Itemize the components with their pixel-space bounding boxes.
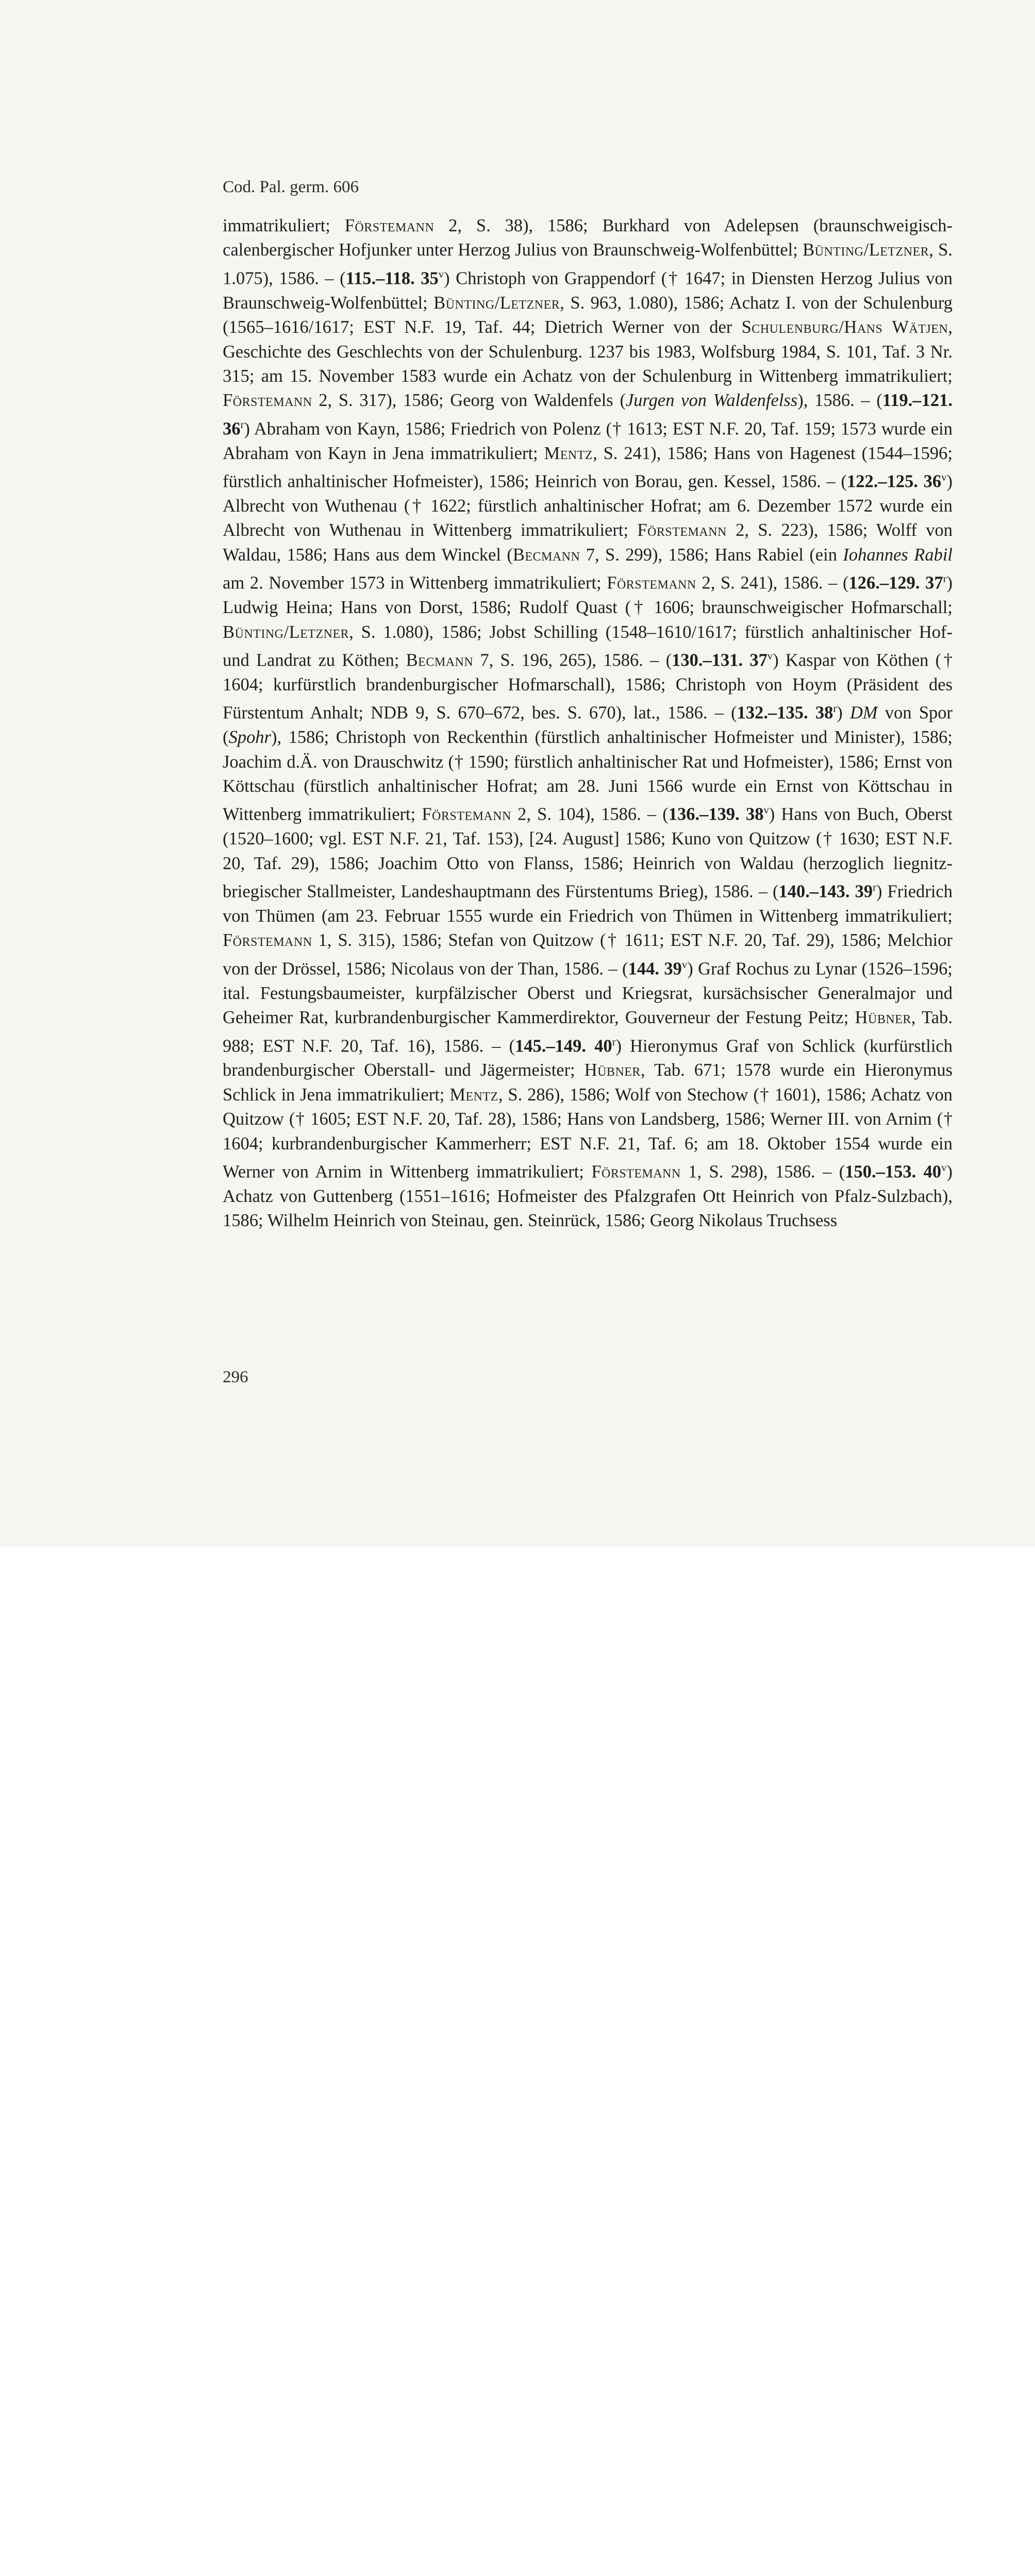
- text-run: , S. 963, 1.080), 1586; Achatz I. von der Schulenburg (1565–1616/1617; EST N.F. 19, Taf. 44; Dietrich Werner von der: [223, 293, 953, 337]
- entry-number: 126.–129. 37: [848, 573, 943, 593]
- entry-number: 115.–118. 35: [345, 268, 439, 289]
- text-run: ) Kaspar von Köthen († 1604; kurfürstlich brandenburgischer Hofmarschall), 1586; Christoph von Hoym (Präsident des Fürstentum Anhalt; NDB 9, S. 670–672, bes. S. 670), lat., 1586. – (: [223, 650, 953, 723]
- citation-author: Hübner: [584, 1060, 641, 1080]
- folio-side: v: [941, 472, 947, 484]
- citation-author: Förstemann: [344, 216, 435, 235]
- text-run: ) Friedrich von Thümen (am 23. Februar 1555 wurde ein Friedrich von Thümen in Wittenberg immatrikuliert;: [223, 882, 953, 926]
- italic-text: DM: [849, 703, 878, 723]
- folio-side: v: [438, 268, 444, 280]
- citation-author: Förstemann: [607, 573, 696, 593]
- text-run: 2, S. 104), 1586. – (: [511, 804, 669, 824]
- entry-number: 140.–143. 39: [778, 882, 873, 902]
- citation-author: Mentz: [449, 1084, 498, 1105]
- text-run: ) Graf Rochus zu Lynar (1526–1596; ital. Festungsbaumeister, kurpfälzischer Oberst und Kriegsrat, kursächsischer Generalmajor und Geheimer Rat, kurbrandenburgischer Kammerdirektor, Gouverneur der Festung Peitz;: [223, 959, 953, 1028]
- folio-side: v: [763, 805, 769, 817]
- entry-number: 122.–125. 36: [846, 471, 942, 492]
- italic-text: Spohr: [228, 727, 271, 748]
- citation-author: Förstemann: [223, 930, 312, 951]
- citation-author: Förstemann: [637, 520, 727, 540]
- entry-number: 119.–121. 36: [223, 391, 953, 439]
- entry-number: 145.–149. 40: [515, 1036, 612, 1056]
- folio-side: v: [767, 650, 773, 662]
- citation-author: Becmann: [512, 545, 580, 565]
- text-run: , S. 241), 1586; Hans von Hagenest (1544–1596; fürstlich anhaltinischer Hofmeister), 1586; Heinrich von Borau, gen. Kessel, 1586. – (: [223, 443, 953, 492]
- folio-side: v: [941, 1162, 947, 1174]
- text-run: , Tab. 988; EST N.F. 20, Taf. 16), 1586. – (: [223, 1008, 953, 1056]
- text-run: ): [837, 703, 850, 723]
- text-run: von Spor (: [223, 703, 953, 748]
- text-run: am 2. November 1573 in Wittenberg immatrikuliert;: [223, 573, 607, 593]
- citation-author: Bünting/Letzner: [433, 293, 560, 313]
- text-run: , S. 1.080), 1586; Jobst Schilling (1548–1610/1617; fürstlich anhaltinischer Hof- und Landrat zu Köthen;: [223, 622, 953, 670]
- text-run: ), 1586; Christoph von Reckenthin (fürstlich anhaltinischer Hofmeister und Minister), 1586; Joachim d.Ä. von Drauschwitz († 1590; fürstlich anhaltinischer Rat und Hofmeister), 1586; Ernst von Köttschau (fürstlich anhaltinischer Hofrat; am 28. Juni 1566 wurde ein Ernst von Köttschau in Wittenberg immatrikuliert;: [223, 727, 953, 824]
- footer-bar: [0, 1546, 1035, 1621]
- text-run: ) Christoph von Grappendorf († 1647; in Diensten Herzog Julius von Braunschweig-Wolfenbüttel;: [223, 268, 953, 313]
- citation-author: Hübner: [855, 1008, 911, 1028]
- text-run: ), 1586. – (: [797, 391, 882, 411]
- citation-author: Bünting/Letzner: [223, 622, 349, 642]
- entry-number: 150.–153. 40: [845, 1162, 942, 1182]
- entry-number: 132.–135. 38: [737, 703, 833, 723]
- text-run: ) Albrecht von Wuthenau († 1622; fürstlich anhaltinischer Hofrat; am 6. Dezember 1572 wurde ein Albrecht von Wuthenau in Wittenberg immatrikuliert;: [223, 471, 953, 540]
- text-run: ) Hieronymus Graf von Schlick (kurfürstlich brandenburgischer Oberstall- und Jägermeister;: [223, 1036, 953, 1080]
- citation-author: Bünting/Letzner: [803, 240, 929, 260]
- text-run: 2, S. 38), 1586; Burkhard von Adelepsen (braunschweigisch-calenbergischer Hofjunker unter Herzog Julius von Braunschweig-Wolfenbüttel;: [223, 216, 953, 260]
- text-run: , Geschichte des Geschlechts von der Schulenburg. 1237 bis 1983, Wolfsburg 1984, S. 101, Taf. 3 Nr. 315; am 15. November 1583 wurde ein Achatz von der Schulenburg in Wittenberg immatrikuliert;: [223, 317, 953, 386]
- text-run: , Tab. 671; 1578 wurde ein Hieronymus Schlick in Jena immatrikuliert;: [223, 1060, 953, 1105]
- text-run: ) Achatz von Guttenberg (1551–1616; Hofmeister des Pfalzgrafen Ott Heinrich von Pfalz-Sulzbach), 1586; Wilhelm Heinrich von Steinau, gen. Steinrück, 1586; Georg Nikolaus Truchsess: [223, 1162, 953, 1231]
- italic-text: Jurgen von Waldenfelss: [625, 391, 798, 411]
- citation-author: Förstemann: [591, 1162, 681, 1182]
- folio-side: r: [873, 882, 876, 894]
- text-run: ) Abraham von Kayn, 1586; Friedrich von Polenz († 1613; EST N.F. 20, Taf. 159; 1573 wurde ein Abraham von Kayn in Jena immatrikuliert;: [223, 419, 953, 463]
- folio-side: v: [681, 959, 688, 971]
- citation-author: Becmann: [406, 650, 474, 670]
- page-number: 296: [223, 1368, 248, 1386]
- text-run: 1, S. 315), 1586; Stefan von Quitzow († 1611; EST N.F. 20, Taf. 29), 1586; Melchior von der Drössel, 1586; Nicolaus von der Than, 1586. – (: [223, 930, 953, 979]
- body-text: [223, 214, 953, 1233]
- text-run: 1, S. 298), 1586. – (: [680, 1162, 845, 1182]
- text-run: 7, S. 299), 1586; Hans Rabiel (ein: [580, 545, 843, 565]
- citation-author: Förstemann: [422, 804, 511, 824]
- text-run: ) Ludwig Heina; Hans von Dorst, 1586; Rudolf Quast († 1606; braunschweigischer Hofmarschall;: [223, 573, 953, 618]
- running-head: Cod. Pal. germ. 606: [223, 178, 359, 196]
- text-run: ) Hans von Buch, Oberst (1520–1600; vgl. EST N.F. 21, Taf. 153), [24. August] 1586; Kuno von Quitzow († 1630; EST N.F. 20, Taf. 29), 1586; Joachim Otto von Flanss, 1586; Heinrich von Waldau (herzoglich liegnitz-briegischer Stallmeister, Landeshauptmann des Fürstentums Brieg), 1586. – (: [223, 804, 953, 902]
- folio-side: r: [833, 703, 837, 715]
- text-run: 7, S. 196, 265), 1586. – (: [473, 650, 672, 670]
- entry-number: 130.–131. 37: [672, 650, 767, 670]
- text-run: , S. 286), 1586; Wolf von Stechow († 1601), 1586; Achatz von Quitzow († 1605; EST N.F. 20, Taf. 28), 1586; Hans von Landsberg, 1586; Werner III. von Arnim († 1604; kurbrandenburgischer Kammerherr; EST N.F. 21, Taf. 6; am 18. Oktober 1554 wurde ein Werner von Arnim in Wittenberg immatrikuliert;: [223, 1084, 953, 1182]
- citation-author: Förstemann: [223, 391, 312, 411]
- text-run: 2, S. 317), 1586; Georg von Waldenfels (: [312, 391, 626, 411]
- italic-text: Iohannes Rabil: [843, 545, 953, 565]
- citation-author: Mentz: [544, 443, 593, 463]
- text-run: immatrikuliert;: [223, 216, 345, 235]
- entry-number: 144. 39: [628, 959, 682, 979]
- folio-side: r: [240, 419, 244, 431]
- text-run: 2, S. 241), 1586. – (: [696, 573, 849, 593]
- text-run: , S. 1.075), 1586. – (: [223, 240, 953, 289]
- entry-number: 136.–139. 38: [668, 804, 764, 824]
- folio-side: r: [612, 1036, 616, 1048]
- text-run: 2, S. 223), 1586; Wolff von Waldau, 1586; Hans aus dem Winckel (: [223, 520, 953, 565]
- citation-author: Schulenburg/Hans Wätjen: [741, 317, 948, 337]
- folio-side: r: [943, 573, 947, 585]
